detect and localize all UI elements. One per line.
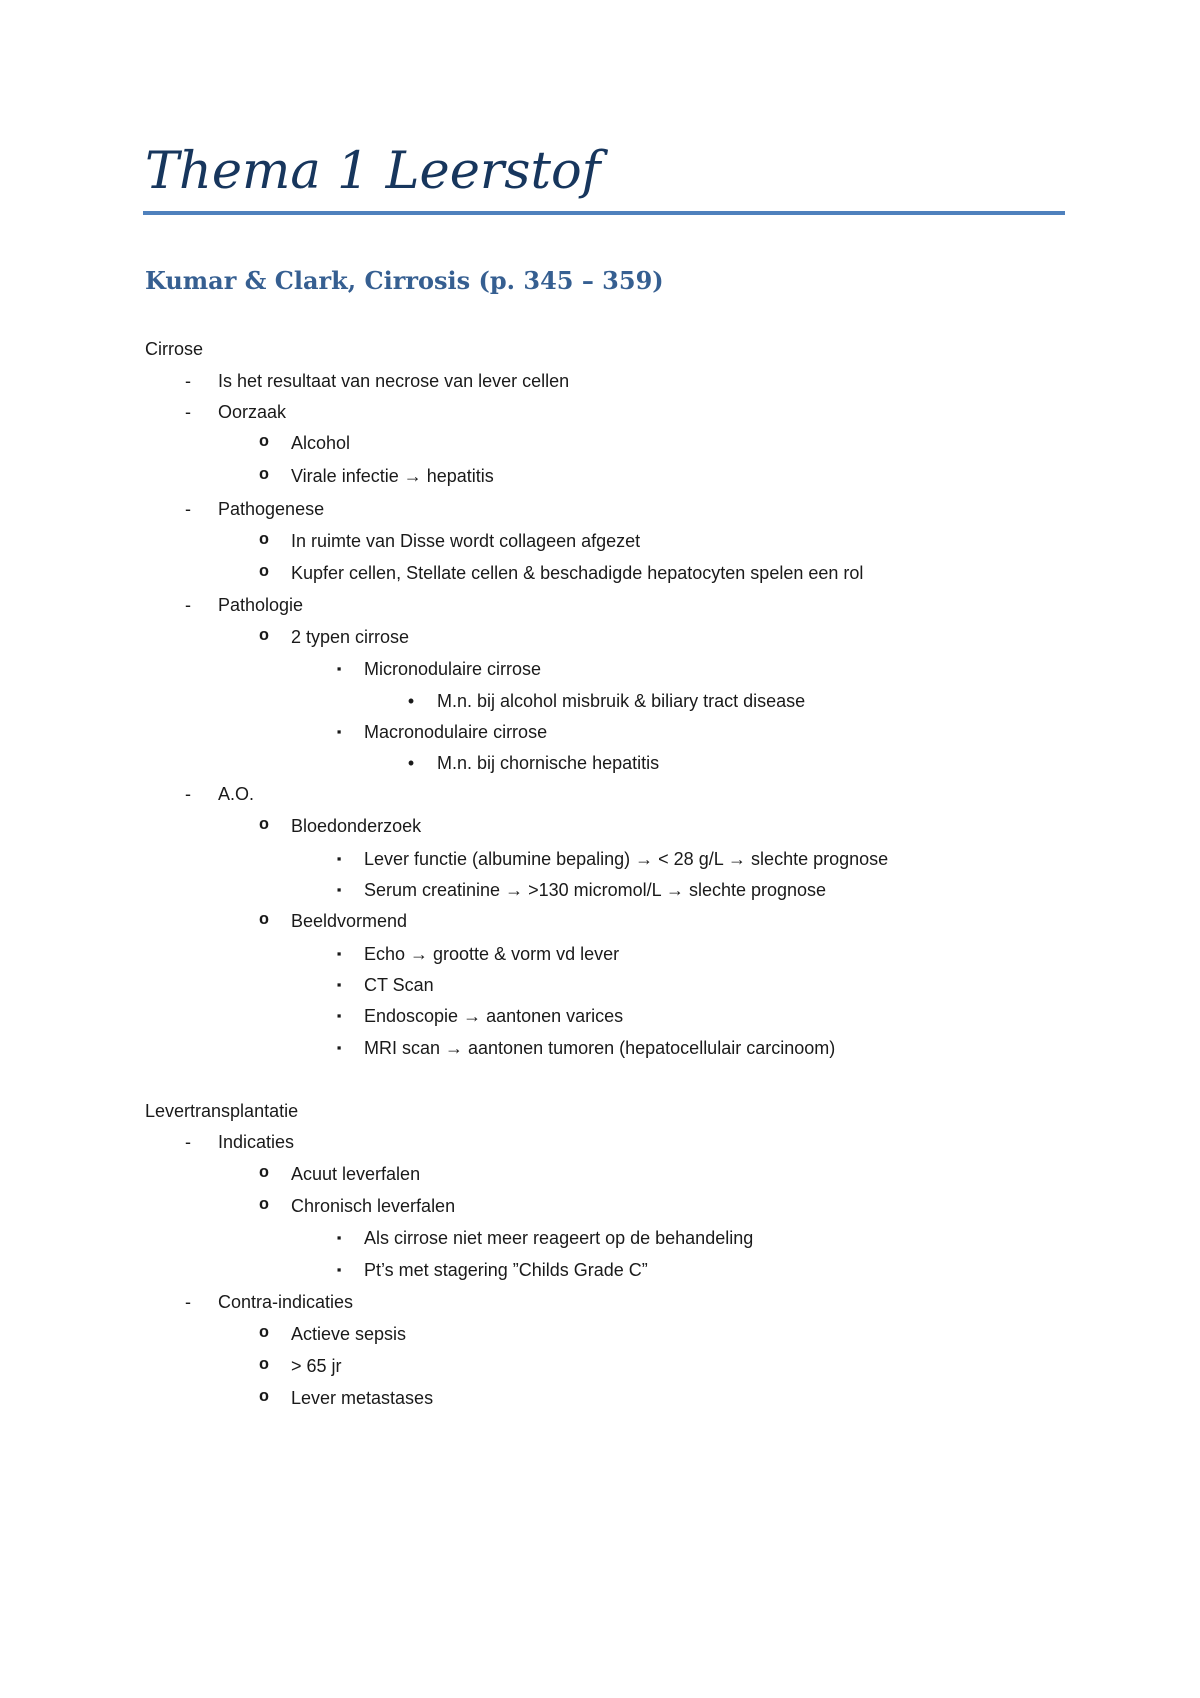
- list-item: o In ruimte van Disse wordt collageen afgezet: [291, 528, 640, 554]
- square-bullet: ▪: [336, 851, 342, 866]
- circle-bullet: o: [258, 433, 270, 452]
- list-item: - Indicaties: [218, 1129, 294, 1155]
- circle-bullet: o: [258, 1324, 270, 1343]
- list-item: • M.n. bij alcohol misbruik & biliary tract disease: [437, 688, 805, 714]
- list-item: ▪ Echo → grootte & vorm vd lever: [364, 941, 619, 967]
- section-label-levertransplantatie: Levertransplantatie: [145, 1101, 299, 1121]
- list-item: - Oorzaak: [218, 399, 286, 425]
- square-bullet: ▪: [336, 1262, 342, 1277]
- dash-bullet: -: [185, 402, 191, 422]
- list-item: ▪ Pt’s met stagering ”Childs Grade C”: [364, 1257, 648, 1283]
- list-item: ▪ MRI scan → aantonen tumoren (hepatocellulair carcinoom): [364, 1035, 835, 1061]
- list-item: o 2 typen cirrose: [291, 624, 409, 650]
- circle-bullet: o: [258, 1388, 270, 1407]
- square-bullet: ▪: [336, 724, 342, 739]
- circle-bullet: o: [258, 1164, 270, 1183]
- list-item: o > 65 jr: [291, 1353, 342, 1379]
- list-item: ▪ Macronodulaire cirrose: [364, 719, 547, 745]
- list-item: ▪ Endoscopie → aantonen varices: [364, 1003, 623, 1029]
- dash-bullet: -: [185, 371, 191, 391]
- circle-bullet: o: [258, 466, 270, 485]
- list-item: ▪ CT Scan: [364, 972, 434, 998]
- circle-bullet: o: [258, 563, 270, 582]
- circle-bullet: o: [258, 816, 270, 835]
- circle-bullet: o: [258, 531, 270, 550]
- list-item: - A.O.: [218, 781, 254, 807]
- list-item: • M.n. bij chornische hepatitis: [437, 750, 659, 776]
- section-heading: Kumar & Clark, Cirrosis (p. 345 – 359): [145, 266, 664, 295]
- list-item: o Lever metastases: [291, 1385, 433, 1411]
- list-item: o Kupfer cellen, Stellate cellen & beschadigde hepatocyten spelen een rol: [291, 560, 863, 586]
- dash-bullet: -: [185, 1132, 191, 1152]
- list-item: ▪ Micronodulaire cirrose: [364, 656, 541, 682]
- square-bullet: ▪: [336, 1008, 342, 1023]
- dash-bullet: -: [185, 499, 191, 519]
- dot-bullet: •: [407, 691, 415, 711]
- title-underline: [143, 211, 1065, 215]
- section-label-cirrose: Cirrose: [145, 339, 204, 359]
- list-item: o Beeldvormend: [291, 908, 407, 934]
- square-bullet: ▪: [336, 661, 342, 676]
- square-bullet: ▪: [336, 882, 342, 897]
- list-item: - Pathogenese: [218, 496, 324, 522]
- list-item: - Is het resultaat van necrose van lever cellen: [218, 368, 569, 394]
- square-bullet: ▪: [336, 946, 342, 961]
- list-item: - Pathologie: [218, 592, 303, 618]
- circle-bullet: o: [258, 911, 270, 930]
- dash-bullet: -: [185, 1292, 191, 1312]
- list-item: o Bloedonderzoek: [291, 813, 421, 839]
- circle-bullet: o: [258, 627, 270, 646]
- circle-bullet: o: [258, 1196, 270, 1215]
- square-bullet: ▪: [336, 1040, 342, 1055]
- list-item: o Chronisch leverfalen: [291, 1193, 455, 1219]
- list-item: o Acuut leverfalen: [291, 1161, 420, 1187]
- square-bullet: ▪: [336, 1230, 342, 1245]
- list-item: o Alcohol: [291, 430, 350, 456]
- list-item: - Contra-indicaties: [218, 1289, 353, 1315]
- list-item: ▪ Serum creatinine → >130 micromol/L → slechte prognose: [364, 877, 826, 903]
- circle-bullet: o: [258, 1356, 270, 1375]
- dot-bullet: •: [407, 753, 415, 773]
- list-item: ▪ Lever functie (albumine bepaling) → < 28 g/L → slechte prognose: [364, 846, 888, 872]
- dash-bullet: -: [185, 784, 191, 804]
- list-item: ▪ Als cirrose niet meer reageert op de behandeling: [364, 1225, 753, 1251]
- page-title: Thema 1 Leerstof: [145, 142, 601, 201]
- list-item: o Virale infectie → hepatitis: [291, 463, 494, 489]
- dash-bullet: -: [185, 595, 191, 615]
- square-bullet: ▪: [336, 977, 342, 992]
- list-item: o Actieve sepsis: [291, 1321, 406, 1347]
